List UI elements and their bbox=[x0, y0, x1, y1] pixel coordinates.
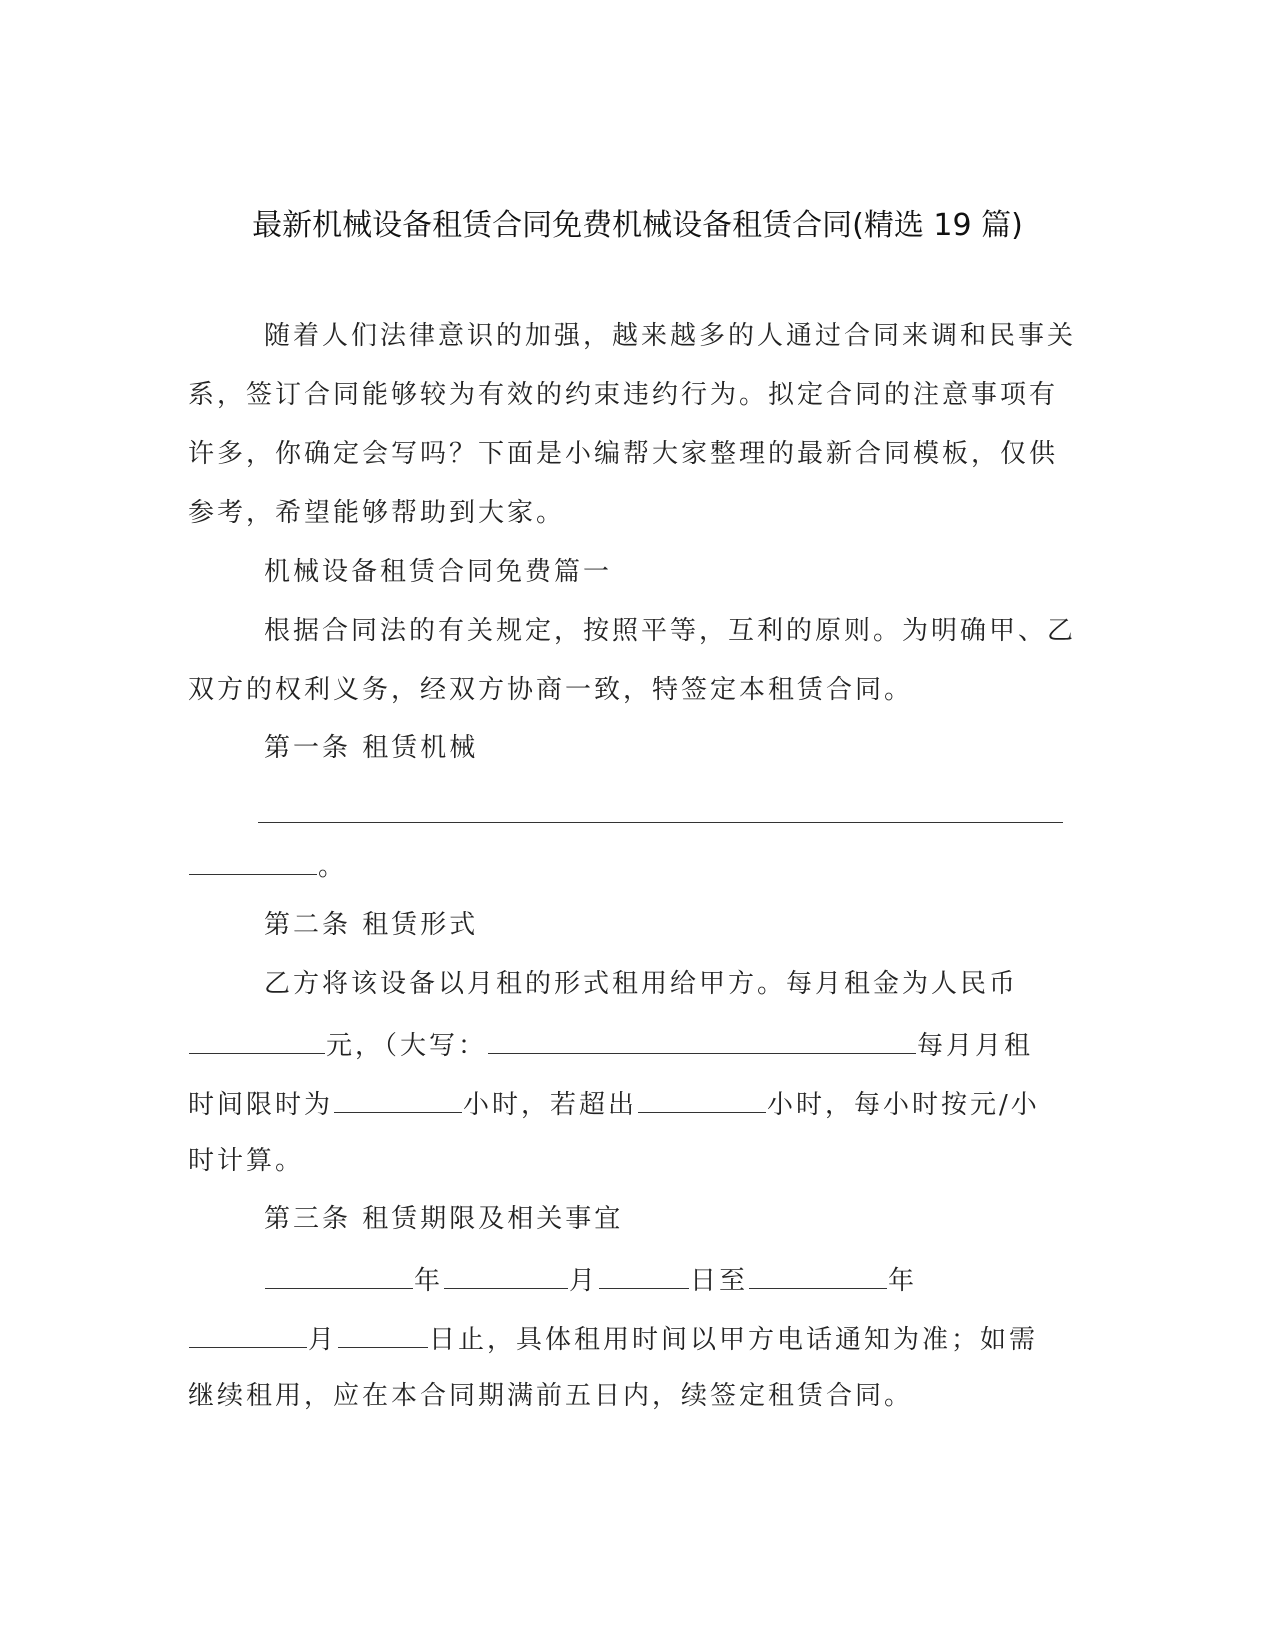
intro-line-3: 许多，你确定会写吗？下面是小编帮大家整理的最新合同模板，仅供 bbox=[188, 439, 1059, 469]
article-3-line-1 bbox=[264, 1258, 1164, 1301]
article-3-year-1: 年 bbox=[414, 1266, 444, 1296]
article-2-line-3b: 小时，若超出 bbox=[463, 1090, 638, 1120]
article-3-year-2: 年 bbox=[888, 1266, 918, 1296]
document-title: 最新机械设备租赁合同免费机械设备租赁合同(精选 19 篇) bbox=[252, 208, 1023, 243]
article-3-month-2: 月 bbox=[308, 1325, 338, 1355]
article-3-day-end: 日止，具体租用时间以甲方电话通知为准；如需 bbox=[429, 1325, 1039, 1355]
article-2-line-3a: 时间限时为 bbox=[188, 1090, 334, 1120]
start-year-blank bbox=[265, 1258, 413, 1289]
article-2-line-3 bbox=[188, 1082, 1088, 1125]
article-2-line-3c: 小时，每小时按元/小 bbox=[767, 1090, 1040, 1120]
hours-exceed-blank bbox=[638, 1082, 766, 1113]
article-1-blank-short bbox=[189, 844, 317, 875]
preamble-line-1: 根据合同法的有关规定，按照平等，互利的原则。为明确甲、乙 bbox=[264, 616, 1077, 646]
start-month-blank bbox=[444, 1258, 568, 1289]
end-month-blank bbox=[189, 1317, 307, 1348]
article-1-end-line bbox=[188, 844, 1088, 887]
article-3-line-3: 继续租用，应在本合同期满前五日内，续签定租赁合同。 bbox=[188, 1381, 914, 1411]
article-2-heading: 第二条 租赁形式 bbox=[264, 910, 479, 940]
article-1-blank-line bbox=[258, 822, 1063, 823]
intro-line-1: 随着人们法律意识的加强，越来越多的人通过合同来调和民事关 bbox=[264, 321, 1077, 351]
preamble-line-2: 双方的权利义务，经双方协商一致，特签定本租赁合同。 bbox=[188, 675, 914, 705]
article-1-heading: 第一条 租赁机械 bbox=[264, 733, 479, 763]
article-2-line-2 bbox=[188, 1023, 1088, 1066]
rent-uppercase-blank bbox=[488, 1023, 916, 1054]
hours-limit-blank bbox=[334, 1082, 462, 1113]
start-day-blank bbox=[599, 1258, 689, 1289]
article-1-end-mark: 。 bbox=[318, 852, 348, 882]
article-3-heading: 第三条 租赁期限及相关事宜 bbox=[264, 1204, 624, 1234]
section-heading: 机械设备租赁合同免费篇一 bbox=[264, 557, 613, 587]
end-day-blank bbox=[338, 1317, 428, 1348]
article-3-line-2 bbox=[188, 1317, 1088, 1360]
article-2-line-1: 乙方将该设备以月租的形式租用给甲方。每月租金为人民币 bbox=[264, 969, 1019, 999]
end-year-blank bbox=[749, 1258, 887, 1289]
article-2-line-2a: 元，（大写： bbox=[326, 1031, 488, 1061]
article-3-month-1: 月 bbox=[569, 1266, 599, 1296]
rent-amount-blank bbox=[189, 1023, 325, 1054]
intro-line-4: 参考，希望能够帮助到大家。 bbox=[188, 498, 566, 528]
intro-line-2: 系，签订合同能够较为有效的约束违约行为。拟定合同的注意事项有 bbox=[188, 380, 1059, 410]
article-2-line-4: 时计算。 bbox=[188, 1146, 305, 1176]
article-2-line-2b: 每月月租 bbox=[917, 1031, 1034, 1061]
article-3-day-to: 日至 bbox=[690, 1266, 749, 1296]
